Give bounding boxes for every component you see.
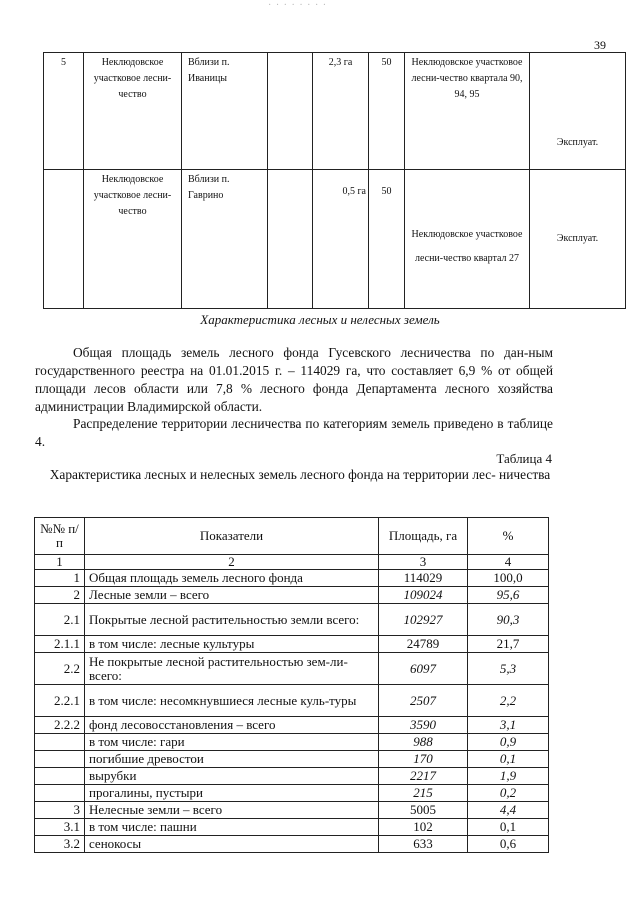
area-value: 5005 <box>379 802 468 819</box>
table-row <box>35 587 549 604</box>
row-number <box>35 734 85 751</box>
area-value: 114029 <box>379 570 468 587</box>
district: Неклюдовское участковое лесни-чество квартала 90, 94, 95 <box>405 53 530 170</box>
column-number: 1 <box>35 555 85 570</box>
table-row <box>35 768 549 785</box>
district: Неклюдовское участковое лесни-чество квартал 27 <box>405 170 530 309</box>
indicator-label: сенокосы <box>85 836 379 853</box>
header-area: Площадь, га <box>379 518 468 555</box>
table-row <box>35 604 549 636</box>
indicator-label: Нелесные земли – всего <box>85 802 379 819</box>
page-number: 39 <box>594 38 606 52</box>
forestry-name: Неклюдовское участковое лесни-чество <box>84 170 182 309</box>
area-value: 170 <box>379 751 468 768</box>
area-value: 6097 <box>379 653 468 685</box>
row-number: 2 <box>35 587 85 604</box>
paragraph-total-area: Общая площадь земель лесного фонда Гусевского лесничества по дан-ным государственного реестра на 01.01.2015 г. – 114029 га, что составляет 6,9 % от общей площади лесов области или 7,8 % лесного фонда Департамента лесного хозяйства администрации Владимирской области. <box>35 345 553 414</box>
column-number: 2 <box>85 555 379 570</box>
percent-value: 3,1 <box>468 717 549 734</box>
area-value: 109024 <box>379 587 468 604</box>
indicator-label: в том числе: гари <box>85 734 379 751</box>
row-number: 2.1.1 <box>35 636 85 653</box>
indicator-label: Не покрытые лесной растительностью зем-ли-всего: <box>85 653 379 685</box>
table-label: Таблица 4 <box>496 451 552 466</box>
area-value: 24789 <box>379 636 468 653</box>
table-row <box>35 785 549 802</box>
row-number: 2.2 <box>35 653 85 685</box>
row-number: 3 <box>35 802 85 819</box>
percent-value: 2,2 <box>468 685 549 717</box>
row-number <box>35 785 85 802</box>
forestry-name: Неклюдовское участковое лесни-чество <box>84 53 182 170</box>
percent-value: 0,1 <box>468 751 549 768</box>
indicator-label: в том числе: лесные культуры <box>85 636 379 653</box>
row-number: 2.2.1 <box>35 685 85 717</box>
table-header-row <box>35 518 549 555</box>
value: 50 <box>369 170 405 309</box>
area-value: 3590 <box>379 717 468 734</box>
row-number: 3.2 <box>35 836 85 853</box>
table-row <box>35 734 549 751</box>
location: Вблизи п. Гаврино <box>182 170 268 309</box>
scan-mark: · · · · · · · · <box>268 0 328 11</box>
table-row <box>35 836 549 853</box>
area-value: 102927 <box>379 604 468 636</box>
indicator-label: Лесные земли – всего <box>85 587 379 604</box>
area-value: 102 <box>379 819 468 836</box>
row-number: 1 <box>35 570 85 587</box>
table-row <box>35 636 549 653</box>
area-value: 2507 <box>379 685 468 717</box>
table-row <box>35 819 549 836</box>
table-row <box>35 802 549 819</box>
percent-value: 95,6 <box>468 587 549 604</box>
column-number: 3 <box>379 555 468 570</box>
table-row <box>35 751 549 768</box>
forest-plots-table <box>43 52 626 309</box>
land-characteristics-table <box>34 517 549 853</box>
table-title: Характеристика лесных и нелесных земель лесного фонда на территории лес- ничества <box>49 467 551 482</box>
area-value: 0,5 га <box>313 170 369 309</box>
row-number: 2.2.2 <box>35 717 85 734</box>
value: 50 <box>369 53 405 170</box>
area-value: 2217 <box>379 768 468 785</box>
indicator-label: в том числе: пашни <box>85 819 379 836</box>
table-row <box>44 53 626 170</box>
table-row <box>35 717 549 734</box>
area-value: 2,3 га <box>313 53 369 170</box>
percent-value: 0,2 <box>468 785 549 802</box>
empty-cell <box>268 170 313 309</box>
percent-value: 1,9 <box>468 768 549 785</box>
paragraph-distribution: Распределение территории лесничества по категориям земель приведено в таблице 4. <box>35 416 553 449</box>
area-value: 633 <box>379 836 468 853</box>
table-row <box>35 653 549 685</box>
area-value: 215 <box>379 785 468 802</box>
row-number <box>35 768 85 785</box>
status: Эксплуат. <box>530 170 626 309</box>
indicator-label: погибшие древостои <box>85 751 379 768</box>
empty-cell <box>268 53 313 170</box>
indicator-label: Общая площадь земель лесного фонда <box>85 570 379 587</box>
indicator-label: Покрытые лесной растительностью земли всего: <box>85 604 379 636</box>
percent-value: 100,0 <box>468 570 549 587</box>
header-indicator: Показатели <box>85 518 379 555</box>
percent-value: 0,6 <box>468 836 549 853</box>
row-number: 5 <box>44 53 84 170</box>
row-number: 2.1 <box>35 604 85 636</box>
column-numbers-row <box>35 555 549 570</box>
header-percent: % <box>468 518 549 555</box>
indicator-label: прогалины, пустыри <box>85 785 379 802</box>
row-number: 3.1 <box>35 819 85 836</box>
table-row <box>44 170 626 309</box>
column-number: 4 <box>468 555 549 570</box>
indicator-label: в том числе: несомкнувшиеся лесные куль-туры <box>85 685 379 717</box>
indicator-label: вырубки <box>85 768 379 785</box>
percent-value: 21,7 <box>468 636 549 653</box>
indicator-label: фонд лесовосстановления – всего <box>85 717 379 734</box>
percent-value: 4,4 <box>468 802 549 819</box>
row-number <box>35 751 85 768</box>
area-value: 988 <box>379 734 468 751</box>
table-row <box>35 685 549 717</box>
table-row <box>35 570 549 587</box>
row-number <box>44 170 84 309</box>
percent-value: 0,9 <box>468 734 549 751</box>
percent-value: 90,3 <box>468 604 549 636</box>
section-title: Характеристика лесных и нелесных земель <box>200 312 440 327</box>
location: Вблизи п. Иваницы <box>182 53 268 170</box>
percent-value: 0,1 <box>468 819 549 836</box>
header-number: №№ п/п <box>35 518 85 555</box>
percent-value: 5,3 <box>468 653 549 685</box>
status: Эксплуат. <box>530 53 626 170</box>
